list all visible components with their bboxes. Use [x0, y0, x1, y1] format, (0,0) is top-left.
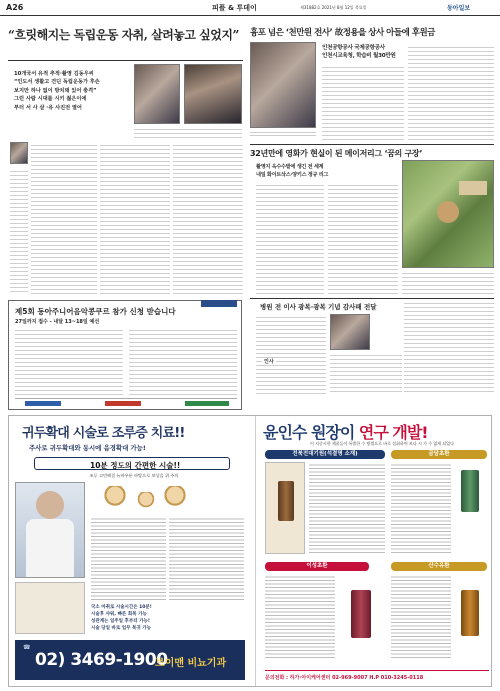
product-bottle — [461, 590, 479, 636]
bullet-3: 성관계는 일주일 후부터 가능! — [91, 619, 150, 624]
divider — [250, 298, 494, 299]
product-bottle — [351, 590, 371, 638]
notice-dates: 27일까지 접수 - 내달 13~18일 예선 — [15, 319, 100, 325]
doctor-photo — [15, 482, 85, 578]
sponsor-logo — [105, 401, 141, 406]
article2-photo — [250, 42, 316, 128]
article1-body-col1 — [31, 142, 97, 294]
ad-divider — [255, 416, 256, 686]
product-1-box — [265, 462, 305, 554]
ad-right-sub: 이 지중시한 제품들이 특별한 수 방법으로 바로 섭취하여 보다 시 가 수 없게 되었다 — [309, 441, 455, 446]
article3-headline: 32년만에 영화가 현실이 된 메이저리그 ‘꿈의 구장’ — [250, 149, 423, 158]
article1-photo-b — [184, 64, 242, 124]
newspaper-logo: 동아일보 — [447, 5, 471, 12]
product-bottle — [461, 470, 479, 512]
bullet-4: 시술 당일 바로 업무 복귀 가능 — [91, 626, 151, 631]
mushroom-illustration — [101, 486, 129, 512]
obituary-column — [404, 300, 494, 394]
sponsor-logo — [25, 401, 61, 406]
article2-body-col1 — [322, 64, 404, 140]
article3-caption — [402, 270, 494, 294]
anniv-photo — [330, 314, 370, 350]
article1-headline: “흐릿해지는 독립운동 자취, 살려놓고 싶었지” — [8, 28, 239, 42]
clinic-name: 브이맨 비뇨기과 — [155, 658, 227, 669]
ad-left-body2 — [169, 516, 244, 600]
divider — [250, 144, 494, 145]
ad-right-title — [263, 420, 428, 443]
product-2-box — [453, 466, 487, 516]
section-title: 피플 & 투데이 — [212, 4, 257, 12]
product-1-desc — [309, 462, 385, 554]
ad-left-subtitle-box — [34, 457, 230, 470]
article3-body-col2 — [328, 182, 398, 294]
notice-body-left — [15, 327, 123, 395]
ad-left-sub: 주사로 귀두확대와 동시에 음경확대 가능! — [29, 444, 146, 452]
ad-left-body1 — [91, 516, 166, 600]
doctor-face — [36, 491, 64, 519]
phone-icon: ☎ — [23, 644, 31, 651]
article2-subtitle: 인천공항공사 국제공항공사 인천시교육청, 학습비 월30만원 — [322, 45, 396, 59]
notice-sponsors — [15, 398, 237, 407]
phone-bar — [15, 640, 245, 680]
infield-shape — [437, 201, 459, 223]
notice-title: 제5회 동아주니어음악콩쿠르 참가 신청 받습니다 — [15, 307, 176, 316]
article1-body-col3 — [173, 142, 243, 294]
bullet-1: 국소 마취로 시술시간은 10분! — [91, 605, 152, 610]
product-4-header: 산수유환 — [391, 562, 487, 571]
article3-subtitle: 촬영지 옥수수밭에 생긴 전 세계 내일 화이트삭스·양키스 정규 리그 — [256, 164, 329, 178]
ad-left-title: 귀두확대 시술로 조루증 치료!! — [22, 426, 185, 441]
mushroom-illustration — [135, 492, 157, 512]
article2-headline: 흉포 넘은 ‘천만원 전사’ 故정용을 상사 아들에 후원금 — [250, 28, 435, 38]
ad-left-tagline: 조루 고민해결 뉴바우룬 바탕으로 보상을 위 주의 — [89, 473, 179, 478]
product-4-desc — [391, 574, 451, 660]
notice-box — [8, 300, 242, 410]
notice-body-right — [129, 327, 237, 395]
ad-left-bullets — [91, 604, 244, 632]
article3-body-col1 — [256, 182, 324, 294]
sponsor-logo — [185, 401, 229, 406]
byline-photo — [10, 142, 28, 164]
advertisement — [8, 415, 492, 687]
bullet-2: 시술후 샤워, 빠른 회복 가능 — [91, 612, 147, 617]
anniv-title: 병원 전 이사 광복·광복 기념 감사패 전달 — [260, 303, 377, 311]
doctor-coat — [26, 519, 74, 577]
ad-left-subtitle: 10분 정도의 간편한 시술!! — [90, 461, 181, 470]
ad-right-title-b: 연구 개발! — [358, 423, 428, 442]
product-3-desc — [265, 574, 335, 660]
ad-right-footer: 문의전화 : 하가·아이케어센터 02-969-9007 H.P 010-3245-0118 — [265, 670, 489, 682]
barn-shape — [459, 181, 487, 195]
photo-caption — [134, 126, 242, 138]
article1-photo-a — [134, 64, 180, 124]
article2-body-col2 — [408, 44, 494, 140]
clinic-map — [15, 582, 85, 634]
product-2-header: 곰담초환 — [391, 450, 487, 459]
product-4-box — [453, 586, 487, 644]
product-2-desc — [391, 462, 451, 554]
divider — [8, 60, 243, 61]
issue-meta: 제31882호 2021년 8월 12일 목요일 — [300, 5, 367, 10]
anniv-body2 — [330, 352, 402, 394]
page-number: A26 — [6, 3, 24, 12]
article1-body-col2 — [100, 142, 170, 294]
insa-label: 인사 — [264, 359, 274, 365]
field-of-dreams-photo — [402, 160, 494, 268]
article2-caption — [250, 130, 316, 138]
product-3-box — [339, 586, 383, 644]
article1-body-col0 — [10, 168, 28, 294]
anniv-body — [256, 314, 326, 394]
masthead — [0, 0, 500, 16]
product-bottle — [278, 481, 294, 521]
product-1-header: 전북전대기원(석결명 소재) — [265, 450, 385, 459]
article1-lead: 10개국서 유적 추적·촬영 김동우씨 “인도서 생활고 견딘 독립운동가 후손 보지만 하나 없이 방치돼 있어 충격” 그런 사람 시대를 시키 젊은이에 부터 서 사 살 ·유 사진전 열어 — [14, 71, 100, 111]
product-3-header: 이성초환 — [265, 562, 369, 571]
ad-right-title-a: 윤인수 원장이 — [263, 423, 355, 442]
clinic-phone: 02) 3469-1900 — [35, 650, 168, 670]
mushroom-illustration — [161, 486, 189, 512]
